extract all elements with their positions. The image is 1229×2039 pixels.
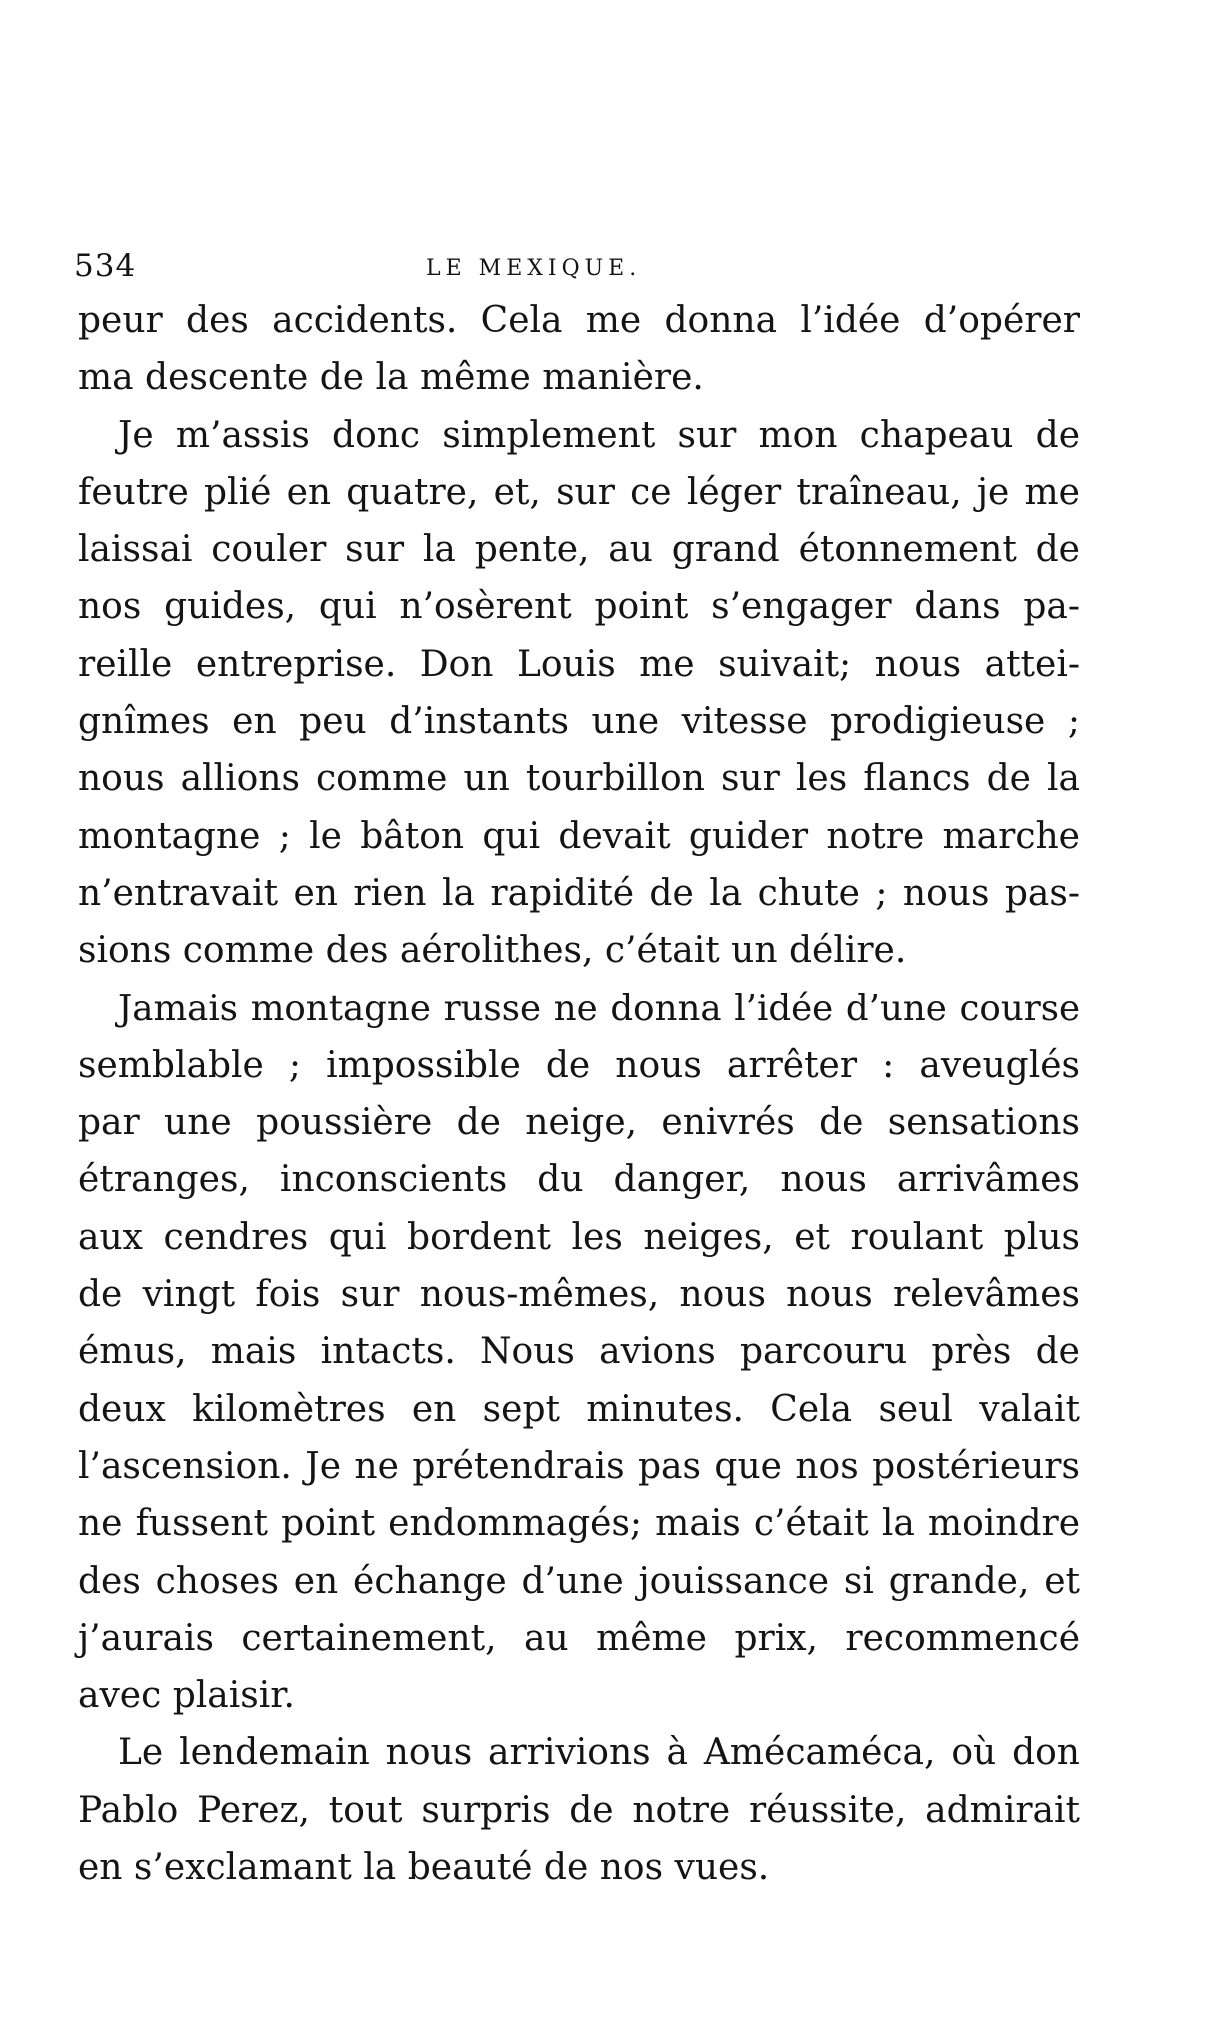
text-line: semblable ; impossible de nous arrêter : aveuglés — [78, 1044, 1080, 1086]
text-line: émus, mais intacts. Nous avions parcouru près de — [78, 1331, 1080, 1373]
text-line: en s’exclamant la beauté de nos vues. — [78, 1847, 770, 1889]
text-line: deux kilomètres en sept minutes. Cela seul valait — [78, 1388, 1080, 1430]
text-line: Je m’assis donc simplement sur mon chapeau de — [118, 414, 1080, 456]
text-line: Jamais montagne russe ne donna l’idée d’une course — [118, 987, 1080, 1029]
text-line: n’entravait en rien la rapidité de la chute ; nous pas- — [78, 872, 1080, 914]
text-line: aux cendres qui bordent les neiges, et roulant plus — [78, 1216, 1080, 1258]
text-line: nous allions comme un tourbillon sur les flancs de la — [78, 758, 1080, 800]
text-line: laissai couler sur la pente, au grand étonnement de — [78, 529, 1080, 571]
text-line: nos guides, qui n’osèrent point s’engager dans pa- — [78, 586, 1080, 628]
text-line: reille entreprise. Don Louis me suivait; nous attei- — [78, 643, 1080, 685]
running-title: LE MEXIQUE. — [426, 256, 642, 281]
page-number: 534 — [74, 248, 137, 284]
text-line: avec plaisir. — [78, 1675, 295, 1717]
text-line: feutre plié en quatre, et, sur ce léger traîneau, je me — [78, 471, 1080, 513]
text-line: Pablo Perez, tout surpris de notre réussite, admirait — [78, 1789, 1080, 1831]
text-line: peur des accidents. Cela me donna l’idée d’opérer — [78, 300, 1080, 341]
text-line: j’aurais certainement, au même prix, recommencé — [78, 1617, 1080, 1659]
text-line: des choses en échange d’une jouissance si grande, et — [78, 1560, 1080, 1602]
text-line: de vingt fois sur nous-mêmes, nous nous relevâmes — [78, 1274, 1080, 1316]
text-line: par une poussière de neige, enivrés de sensations — [78, 1102, 1080, 1144]
text-line: ma descente de la même manière. — [78, 357, 704, 399]
paragraph-4 — [78, 1724, 1080, 1896]
body-text — [78, 292, 1080, 1896]
text-line: ne fussent point endommagés; mais c’était la moindre — [78, 1503, 1080, 1545]
text-line: montagne ; le bâton qui devait guider notre marche — [78, 815, 1080, 857]
text-line: gnîmes en peu d’instants une vitesse prodigieuse ; — [78, 701, 1080, 743]
text-line: l’ascension. Je ne prétendrais pas que nos postérieurs — [78, 1445, 1080, 1487]
paragraph-2 — [78, 407, 1080, 980]
paragraph-1 — [78, 292, 1080, 407]
paragraph-3 — [78, 980, 1080, 1725]
text-line: étranges, inconscients du danger, nous arrivâmes — [78, 1159, 1080, 1201]
running-head — [70, 248, 1070, 288]
text-line: sions comme des aérolithes, c’était un délire. — [78, 930, 907, 972]
text-line: Le lendemain nous arrivions à Amécaméca, où don — [118, 1732, 1080, 1774]
